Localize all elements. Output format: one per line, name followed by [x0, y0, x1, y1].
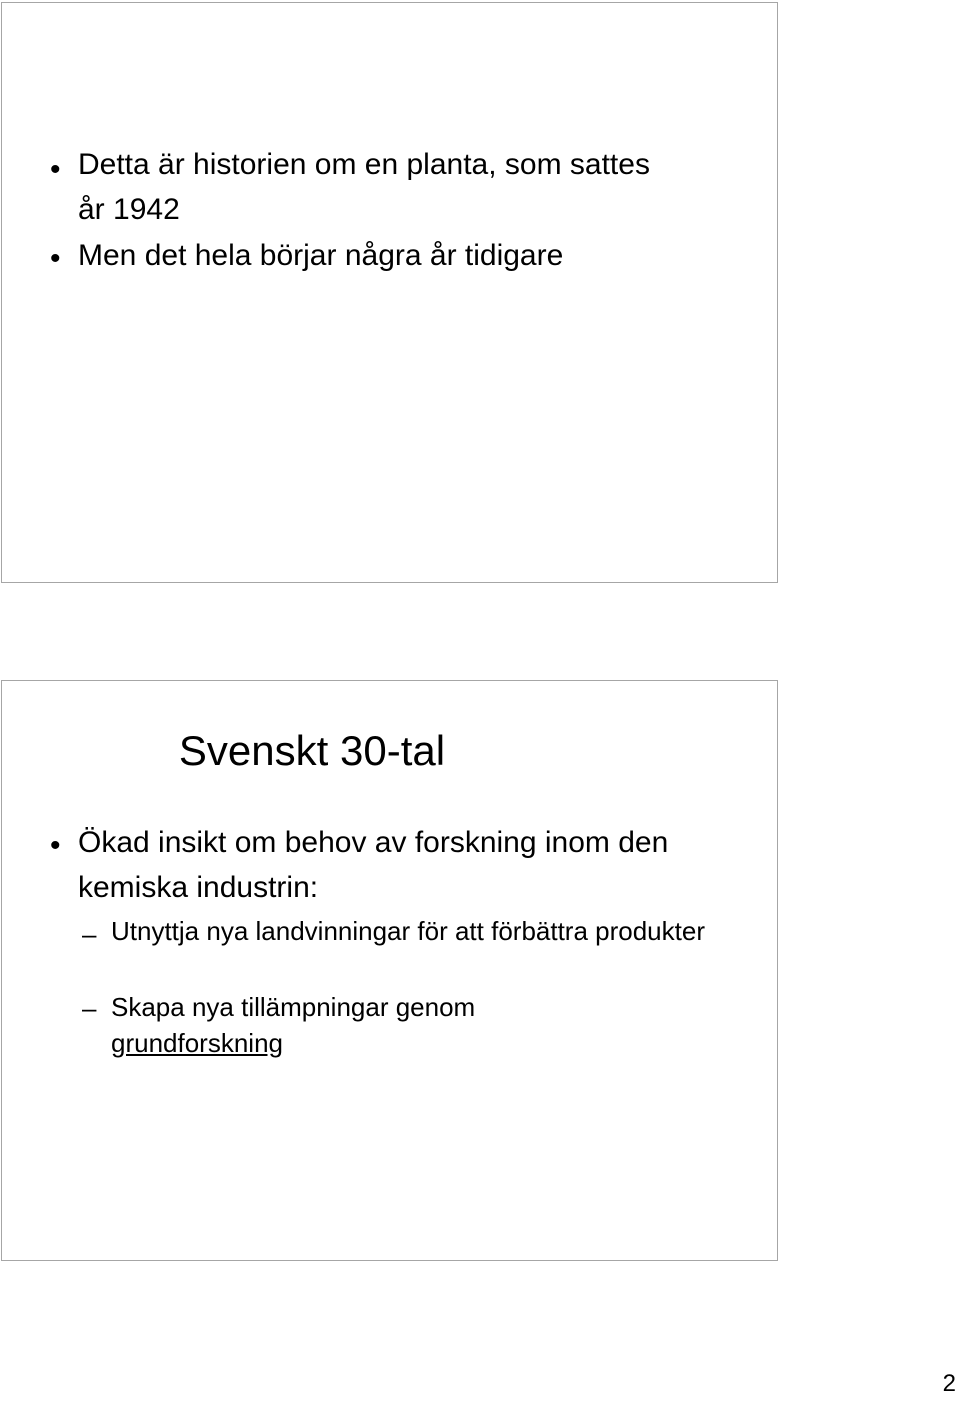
slide-title: Svenskt 30-tal	[178, 727, 446, 774]
page-number: 2	[942, 1370, 956, 1397]
slide-2	[1, 680, 778, 1261]
sub-bullet-create	[111, 989, 751, 1061]
bullet-history: Detta är historien om en planta, som sattes år 1942	[78, 148, 650, 226]
bullet-insight: Ökad insikt om behov av forskning inom den kemiska industrin:	[78, 826, 669, 904]
bullet-marker: •	[50, 242, 61, 275]
bullet-marker: •	[50, 153, 61, 186]
sub-bullet-utilize: Utnyttja nya landvinningar för att förbättra produkter	[111, 916, 705, 946]
dash-marker: –	[82, 993, 97, 1023]
dash-marker: –	[82, 919, 97, 949]
sub-bullet-create-text: Skapa nya tillämpningar genom	[111, 992, 476, 1022]
bullet-marker: •	[50, 829, 61, 862]
grundforskning-link[interactable]: grundforskning	[111, 1028, 283, 1058]
bullet-beginning: Men det hela börjar några år tidigare	[78, 239, 564, 272]
slide-1	[1, 2, 778, 583]
